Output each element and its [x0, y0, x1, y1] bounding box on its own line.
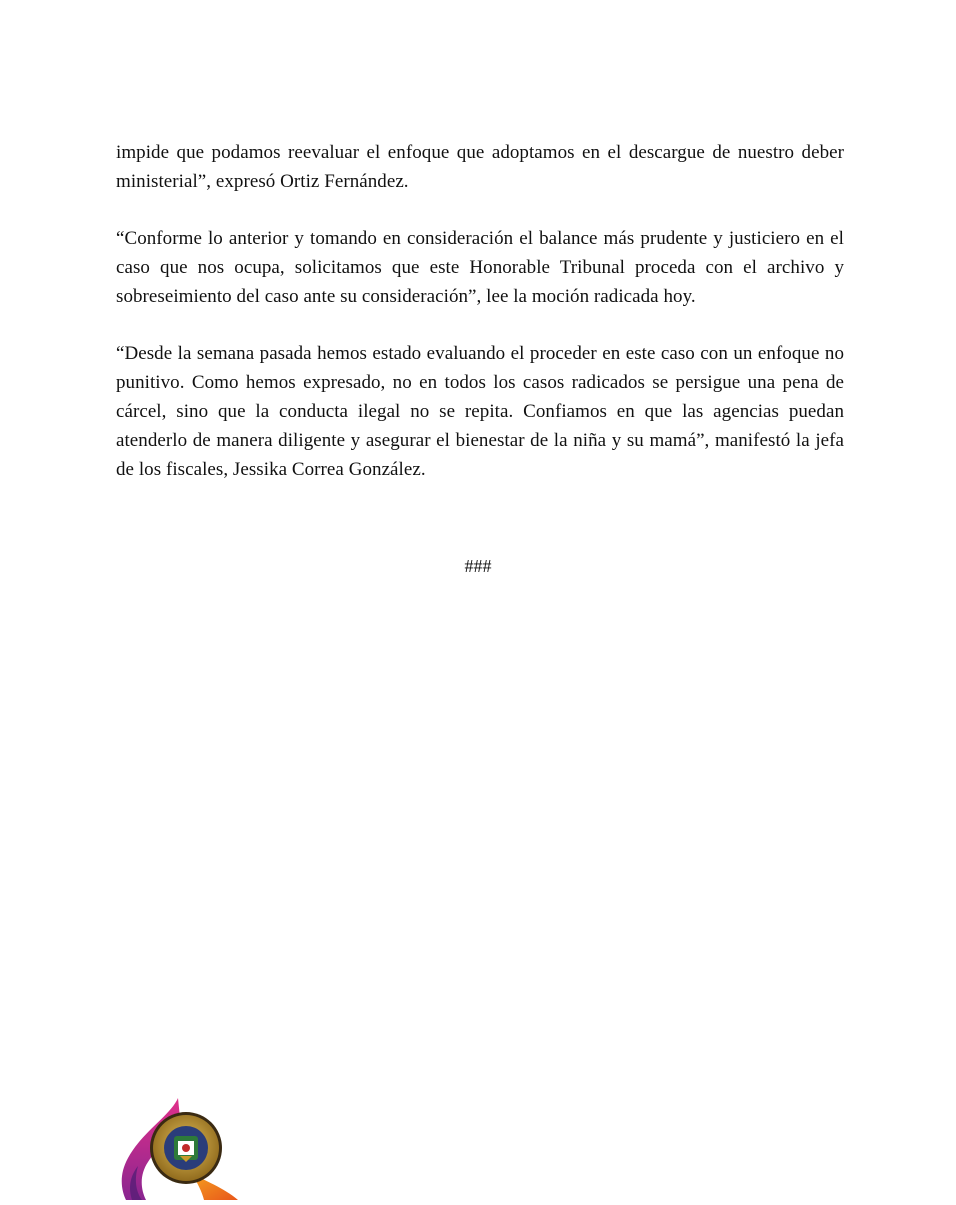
paragraph-3: “Desde la semana pasada hemos estado evaluando el proceder en este caso con un enfoque no punitivo. Como hemos expresado, no en todos los casos radicados se persigue una pena de cárcel, sino que la conducta ilegal no se repita. Confiamos en que las agencias puedan atenderlo de manera diligente y asegurar el bienestar de la niña y su mamá”, manifestó la jefa de los fiscales, Jessika Correa González. [116, 343, 844, 480]
document-body [116, 138, 844, 512]
flame-logo-icon [112, 1096, 242, 1200]
end-marker: ### [464, 556, 492, 576]
paragraph-2: “Conforme lo anterior y tomando en consideración el balance más prudente y justiciero en el caso que nos ocupa, solicitamos que este Honorable Tribunal proceda con el archivo y sobreseimiento del caso ante su consideración”, lee la moción radicada hoy. [116, 228, 844, 307]
paragraph-1: impide que podamos reevaluar el enfoque que adoptamos en el descargue de nuestro deber ministerial”, expresó Ortiz Fernández. [116, 142, 844, 192]
government-logo [112, 1096, 242, 1200]
